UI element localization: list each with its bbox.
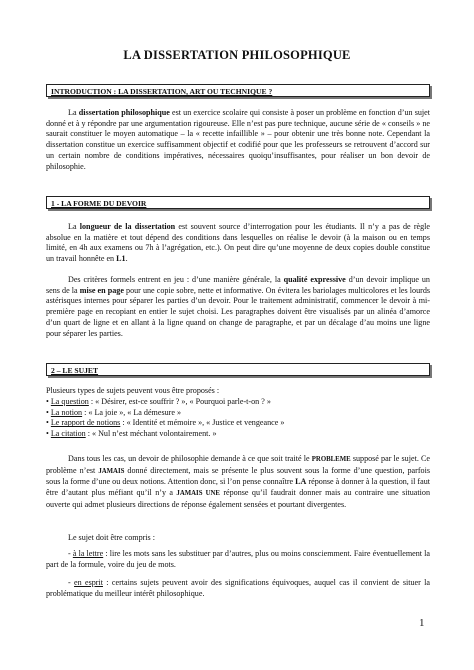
- intro-paragraph: La dissertation philosophique est un exercice scolaire qui consiste à poser un problème en fonction d’un sujet donné et à y répondre par une argumentation rigoureuse. Elle n’est pas pure technique, aucune série de « conseils » ne saurait constituer le moyen automatique – la « recette infaillible » – pour obtenir une très bonne note. Cependant la dissertation constitue un exercice suffisamment objectif et codifié pour que les professeurs se retrouvent d’accord sur un certain nombre de conditions impératives, nécessaires quoiqu’insuffisantes, pour réaliser un bon devoir de philosophie.: [46, 108, 430, 171]
- section-header-text: 1 - LA FORME DU DEVOIR: [51, 199, 147, 208]
- sujet-compris: Le sujet doit être compris :: [68, 533, 155, 542]
- page-number: 1: [419, 617, 425, 629]
- document-title: LA DISSERTATION PHILOSOPHIQUE: [123, 48, 351, 62]
- section-header-text: INTRODUCTION : LA DISSERTATION, ART OU TECHNIQUE ?: [51, 87, 273, 96]
- list-item: • Le rapport de notions : « Identité et mémoire », « Justice et vengeance »: [46, 418, 285, 428]
- section-header-text: 2 – LE SUJET: [51, 366, 99, 375]
- sujet-lettre-paragraph: - à la lettre : lire les mots sans les substituer par d’autres, plus ou moins consciemment. Faire éventuellement la part de la formule, voire du jeu de mots.: [46, 549, 431, 569]
- sujet-paragraph-probleme: Dans tous les cas, un devoir de philosophie demande à ce que soit traité le PROBLEME supposé par le sujet. Ce problème n’est JAMAIS donné directement, mais se présente le plus souvent sous la forme d’une question, parfois sous la forme d’une ou deux notions. Attention donc, si l’on pense connaître LA réponse à donner à la question, il faut être d’autant plus méfiant qu’il n’y a JAMAIS UNE réponse qu’il faudrait donner mais au contraire une situation ouverte qui admet plusieurs directions de réponse également sensées et pourtant divergentes.: [46, 454, 430, 509]
- list-item: • La question : « Désirer, est-ce souffrir ? », « Pourquoi parle-t-on ? »: [46, 397, 271, 406]
- list-item: • La notion : « La joie », « La démesure »: [46, 407, 182, 417]
- section-header-forme: [46, 196, 430, 209]
- section-header-introduction: [46, 84, 430, 97]
- forme-paragraph-1: La longueur de la dissertation est souvent source d’interrogation pour les étudiants. Il n’y a pas de règle absolue en la matière et tout dépend des conditions dans lesquelles on réalise le devoir (à la maison ou en temps limité, en 4h aux examens ou 7h à l’agrégation, etc.). On peut dire qu’une moyenne de deux copies double constitue un travail honnête en L1.: [46, 222, 430, 264]
- section-header-sujet: [46, 363, 430, 376]
- list-item: • La citation : « Nul n’est méchant volontairement. »: [46, 429, 217, 439]
- sujet-esprit-paragraph: - en esprit : certains sujets peuvent avoir des significations équivoques, auquel cas il convient de situer la problématique du meilleur intérêt philosophique.: [46, 578, 430, 598]
- sujet-intro: Plusieurs types de sujets peuvent vous être proposés :: [46, 386, 220, 395]
- forme-paragraph-2: Des critères formels entrent en jeu : d’une manière générale, la qualité expressive d’un devoir implique un sens de la mise en page pour une copie sobre, nette et informative. On évitera les bariolages multicolores et les lourds astérisques internes pour séparer les parties d’un devoir. Pour le traitement administratif, commencer le devoir à mi-première page en recopiant en entier le sujet choisi. Les paragraphes doivent être visualisés par un alinéa d’amorce d’un quart de ligne et en allant à la ligne quand on change de paragraphe, et par un décalage d’au moins une ligne pour séparer les parties.: [46, 275, 431, 338]
- sujet-types-list: [46, 397, 430, 440]
